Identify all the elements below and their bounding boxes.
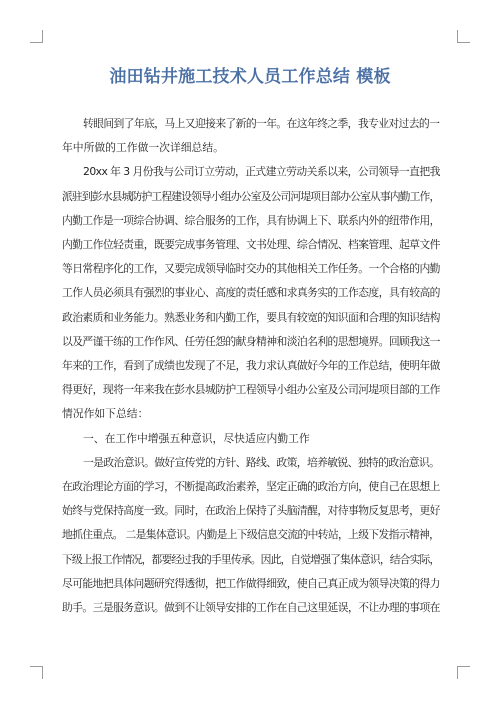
text-line: 20xx 年 3 月份我与公司订立劳动，正式建立劳动关系以来，公司领导一直把我	[83, 165, 440, 179]
text-line: 在政治理论方面的学习，不断提高政治素养，坚定正确的政治方向，使自己在思想上	[62, 480, 440, 494]
text-line: 年中所做的工作做一次详细总结。	[62, 141, 224, 155]
text-line: 以及严谨干练的工作作风、任劳任怨的献身精神和淡泊名利的思想境界。回顾我这一	[62, 334, 440, 348]
text-line: 下级上报工作情况，都要经过我的手里传承。因此，自觉增强了集体意识，结合实际，	[62, 552, 440, 566]
text-line: 助手。三是服务意识。做到不让领导安排的工作在自己这里延误，不让办理的事项在	[62, 601, 440, 615]
text-line: 年来的工作，看到了成绩也发现了不足，我力求认真做好今年的工作总结，使明年做	[62, 359, 440, 373]
document-title: 油田钻井施工技术人员工作总结 模板	[109, 67, 391, 87]
crop-mark-top-right	[457, 30, 470, 43]
text-line: 转眼间到了年底，马上又迎接来了新的一年。在这年终之季，我专业对过去的一	[83, 117, 440, 130]
text-line: 一是政治意识。做好宣传党的方针、路线、政策，培养敏锐、独特的政治意识。	[83, 455, 440, 469]
text-line: 尽可能地把具体问题研究得透彻，把工作做得细致，使自己真正成为领导决策的得力	[62, 576, 440, 590]
text-line: 始终与党保持高度一致。同时，在政治上保持了头脑清醒，对待事物反复思考，更好	[62, 504, 440, 518]
document-body	[62, 112, 440, 620]
text-line: 等日常程序化的工作，又要完成领导临时交办的其他相关工作任务。一个合格的内勤	[62, 262, 440, 276]
crop-mark-top-left	[30, 30, 43, 43]
text-line: 内勤工作位轻责重，既要完成事务管理、文书处理、综合情况、档案管理、起草文件	[62, 238, 440, 252]
text-line: 一、在工作中增强五种意识，尽快适应内勤工作	[83, 431, 310, 445]
text-line: 得更好，现将一年来我在彭水县城防护工程领导小组办公室及公司河堤项目部的工作	[62, 383, 440, 397]
crop-mark-bottom-right	[457, 666, 470, 679]
text-line: 情况作如下总结：	[62, 407, 149, 421]
text-line: 地抓住重点。 二是集体意识。内勤是上下级信息交流的中转站，上级下发指示精神，	[62, 528, 440, 542]
text-line: 政治素质和业务能力。熟悉业务和内勤工作，要具有较宽的知识面和合理的知识结构	[62, 310, 440, 324]
text-line: 内勤工作是一项综合协调、综合服务的工作，具有协调上下、联系内外的纽带作用，	[62, 213, 440, 227]
text-line: 工作人员必须具有强烈的事业心、高度的责任感和求真务实的工作态度，具有较高的	[62, 286, 440, 300]
text-line: 派驻到彭水县城防护工程建设领导小组办公室及公司河堤项目部办公室从事内勤工作，	[62, 189, 440, 203]
crop-mark-bottom-left	[30, 666, 43, 679]
